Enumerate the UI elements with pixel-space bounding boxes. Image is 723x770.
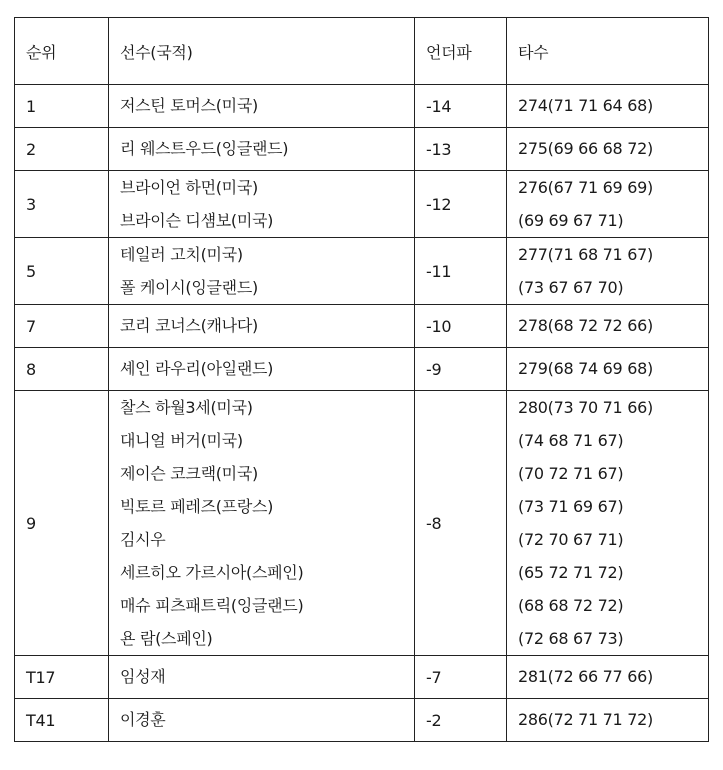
header-rank: 순위 — [15, 18, 109, 85]
strokes-value: (65 72 71 72) — [518, 563, 624, 582]
under-par-cell: -13 — [415, 128, 507, 171]
player-name: 브라이슨 디섐보(미국) — [120, 211, 274, 230]
player-cell — [109, 305, 415, 348]
player-name: 코리 코너스(캐나다) — [120, 316, 258, 335]
strokes-cell — [507, 391, 709, 656]
player-name: 대니얼 버거(미국) — [120, 431, 243, 450]
player-name: 리 웨스트우드(잉글랜드) — [120, 139, 289, 158]
player-name: 김시우 — [120, 530, 166, 549]
player-name: 임성재 — [120, 667, 166, 686]
header-strokes: 타수 — [507, 18, 709, 85]
strokes-cell — [507, 85, 709, 128]
table-row — [15, 656, 709, 699]
strokes-cell — [507, 238, 709, 305]
player-cell — [109, 171, 415, 238]
player-cell — [109, 391, 415, 656]
table-row — [15, 699, 709, 742]
rank-cell: 2 — [15, 128, 109, 171]
strokes-cell — [507, 699, 709, 742]
rank-cell: 8 — [15, 348, 109, 391]
strokes-value: 278(68 72 72 66) — [518, 316, 653, 335]
leaderboard-table — [14, 17, 709, 742]
strokes-value: 281(72 66 77 66) — [518, 667, 653, 686]
strokes-value: (72 68 67 73) — [518, 629, 624, 648]
rank-cell: 1 — [15, 85, 109, 128]
player-cell — [109, 128, 415, 171]
strokes-cell — [507, 128, 709, 171]
under-par-cell: -11 — [415, 238, 507, 305]
player-name: 폴 케이시(잉글랜드) — [120, 278, 258, 297]
strokes-cell — [507, 656, 709, 699]
player-name: 빅토르 페레즈(프랑스) — [120, 497, 274, 516]
strokes-value: (74 68 71 67) — [518, 431, 624, 450]
table-row — [15, 391, 709, 656]
table-row — [15, 128, 709, 171]
strokes-value: 274(71 71 64 68) — [518, 96, 653, 115]
player-name: 제이슨 코크랙(미국) — [120, 464, 258, 483]
table-row — [15, 171, 709, 238]
under-par-cell: -9 — [415, 348, 507, 391]
table-row — [15, 305, 709, 348]
strokes-cell — [507, 171, 709, 238]
player-name: 저스틴 토머스(미국) — [120, 96, 258, 115]
player-name: 매슈 피츠패트릭(잉글랜드) — [120, 596, 304, 615]
rank-cell: 3 — [15, 171, 109, 238]
strokes-value: 280(73 70 71 66) — [518, 398, 653, 417]
player-cell — [109, 85, 415, 128]
rank-cell: T17 — [15, 656, 109, 699]
under-par-cell: -10 — [415, 305, 507, 348]
strokes-value: 277(71 68 71 67) — [518, 245, 653, 264]
strokes-value: (72 70 67 71) — [518, 530, 624, 549]
under-par-cell: -2 — [415, 699, 507, 742]
rank-cell: 5 — [15, 238, 109, 305]
table-row — [15, 238, 709, 305]
header-player: 선수(국적) — [109, 18, 415, 85]
under-par-cell: -12 — [415, 171, 507, 238]
rank-cell: 9 — [15, 391, 109, 656]
strokes-value: (73 67 67 70) — [518, 278, 624, 297]
strokes-value: (69 69 67 71) — [518, 211, 624, 230]
rank-cell: T41 — [15, 699, 109, 742]
player-cell — [109, 699, 415, 742]
under-par-cell: -8 — [415, 391, 507, 656]
header-under-par: 언더파 — [415, 18, 507, 85]
player-name: 브라이언 하먼(미국) — [120, 178, 258, 197]
under-par-cell: -14 — [415, 85, 507, 128]
table-row — [15, 85, 709, 128]
player-name: 세르히오 가르시아(스페인) — [120, 563, 304, 582]
table-row — [15, 348, 709, 391]
strokes-value: (70 72 71 67) — [518, 464, 624, 483]
header-row — [15, 18, 709, 85]
rank-cell: 7 — [15, 305, 109, 348]
strokes-cell — [507, 348, 709, 391]
table-body — [15, 85, 709, 742]
strokes-value: 276(67 71 69 69) — [518, 178, 653, 197]
player-name: 셰인 라우리(아일랜드) — [120, 359, 274, 378]
under-par-cell: -7 — [415, 656, 507, 699]
player-name: 찰스 하월3세(미국) — [120, 398, 253, 417]
player-cell — [109, 348, 415, 391]
player-name: 이경훈 — [120, 710, 166, 729]
strokes-value: 279(68 74 69 68) — [518, 359, 653, 378]
strokes-cell — [507, 305, 709, 348]
player-name: 테일러 고치(미국) — [120, 245, 243, 264]
strokes-value: 286(72 71 71 72) — [518, 710, 653, 729]
strokes-value: 275(69 66 68 72) — [518, 139, 653, 158]
player-cell — [109, 238, 415, 305]
strokes-value: (68 68 72 72) — [518, 596, 624, 615]
player-cell — [109, 656, 415, 699]
strokes-value: (73 71 69 67) — [518, 497, 624, 516]
table-header — [15, 18, 709, 85]
player-name: 욘 람(스페인) — [120, 629, 213, 648]
